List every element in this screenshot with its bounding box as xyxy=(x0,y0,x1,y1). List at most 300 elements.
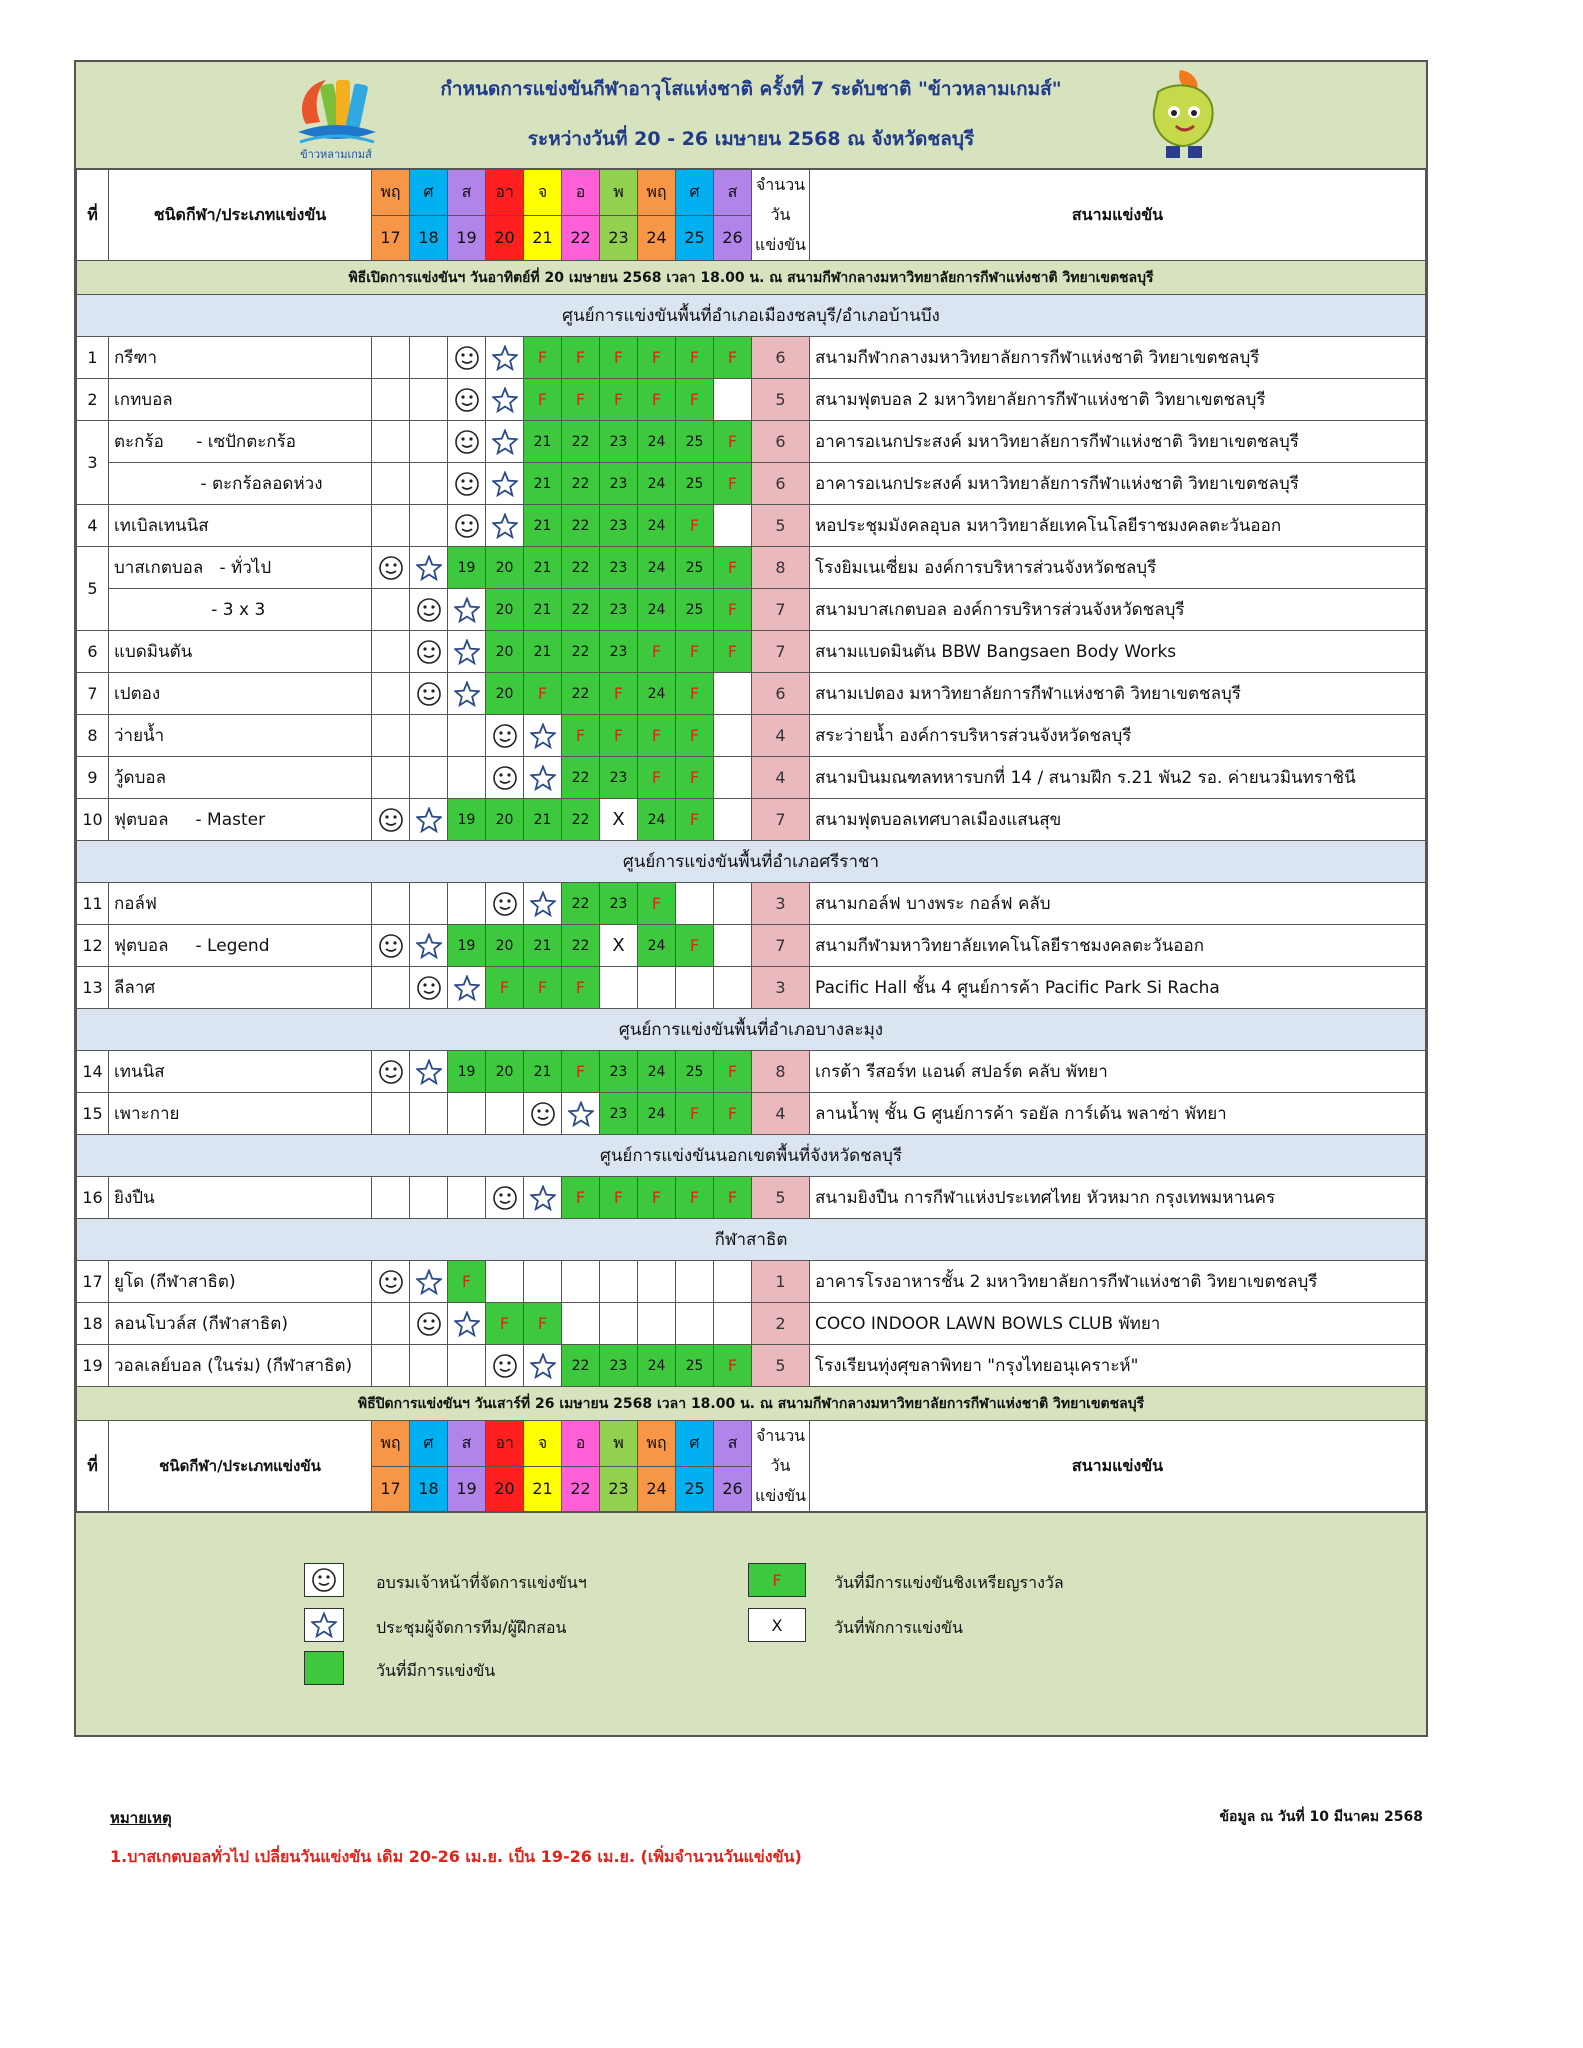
sport-name: เปตอง xyxy=(109,673,372,715)
legend-smile-box xyxy=(304,1563,344,1597)
final-day-cell: F xyxy=(562,1177,600,1219)
sport-name: เกทบอล xyxy=(109,379,372,421)
meeting-cell xyxy=(448,631,486,673)
competition-day-cell: 20 xyxy=(486,589,524,631)
table-row xyxy=(77,1303,1426,1345)
training-cell xyxy=(486,1177,524,1219)
section-row xyxy=(77,1009,1426,1051)
day-date: 20 xyxy=(486,1466,524,1512)
venue-name: สนามฟุตบอล 2 มหาวิทยาลัยการกีฬาแห่งชาติ วิทยาเขตชลบุรี xyxy=(810,379,1426,421)
final-day-cell: F xyxy=(676,799,714,841)
day-date: 17 xyxy=(372,215,410,261)
training-cell xyxy=(372,925,410,967)
final-day-cell: F xyxy=(676,715,714,757)
star-icon xyxy=(530,891,556,917)
final-day-cell: F xyxy=(714,1177,752,1219)
sport-name: - 3 x 3 xyxy=(109,589,372,631)
star-icon xyxy=(530,723,556,749)
row-number: 6 xyxy=(77,631,109,673)
meeting-cell xyxy=(486,379,524,421)
row-number: 3 xyxy=(77,421,109,505)
empty-cell xyxy=(600,1303,638,1345)
empty-cell xyxy=(410,463,448,505)
final-day-cell: F xyxy=(676,379,714,421)
final-day-cell: F xyxy=(714,1093,752,1135)
day-name: ส xyxy=(714,170,752,216)
meeting-cell xyxy=(486,505,524,547)
empty-cell xyxy=(638,967,676,1009)
legend-x-box: X xyxy=(748,1608,806,1642)
competition-day-cell: 22 xyxy=(562,757,600,799)
legend-star-box xyxy=(304,1608,344,1642)
competition-day-cell: 23 xyxy=(600,631,638,673)
empty-cell xyxy=(372,421,410,463)
venue-name: สนามบินมณฑลทหารบกที่ 14 / สนามฝึก ร.21 พัน2 รอ. ค่ายนวมินทราชินี xyxy=(810,757,1426,799)
empty-cell xyxy=(714,1303,752,1345)
final-day-cell: F xyxy=(676,757,714,799)
competition-day-cell: 22 xyxy=(562,673,600,715)
meeting-cell xyxy=(448,967,486,1009)
final-day-cell: F xyxy=(676,925,714,967)
competition-day-cell: 25 xyxy=(676,463,714,505)
day-name: ส xyxy=(448,1421,486,1467)
day-name: จ xyxy=(524,1421,562,1467)
day-count: 8 xyxy=(752,547,810,589)
empty-cell xyxy=(448,1177,486,1219)
row-number: 5 xyxy=(77,547,109,631)
star-icon xyxy=(416,555,442,581)
competition-day-cell: 24 xyxy=(638,547,676,589)
table-row xyxy=(77,715,1426,757)
final-day-cell: F xyxy=(676,631,714,673)
empty-cell xyxy=(524,1261,562,1303)
day-name: อา xyxy=(486,170,524,216)
row-number: 1 xyxy=(77,337,109,379)
closing-ceremony xyxy=(77,1387,1426,1421)
meeting-cell xyxy=(524,883,562,925)
final-day-cell: F xyxy=(600,673,638,715)
training-cell xyxy=(448,337,486,379)
header-count xyxy=(752,1421,810,1512)
empty-cell xyxy=(714,757,752,799)
day-date: 19 xyxy=(448,215,486,261)
day-name: อ xyxy=(562,170,600,216)
day-date: 18 xyxy=(410,215,448,261)
star-icon xyxy=(454,681,480,707)
competition-day-cell: 24 xyxy=(638,505,676,547)
sport-name: วู้ดบอล xyxy=(109,757,372,799)
venue-name: สนามยิงปืน การกีฬาแห่งประเทศไทย หัวหมาก กรุงเทพมหานคร xyxy=(810,1177,1426,1219)
empty-cell xyxy=(372,379,410,421)
venue-name: อาคารอเนกประสงค์ มหาวิทยาลัยการกีฬาแห่งชาติ วิทยาเขตชลบุรี xyxy=(810,421,1426,463)
venue-name: COCO INDOOR LAWN BOWLS CLUB พัทยา xyxy=(810,1303,1426,1345)
final-day-cell: F xyxy=(524,673,562,715)
row-number: 2 xyxy=(77,379,109,421)
final-day-cell: F xyxy=(562,715,600,757)
final-day-cell: F xyxy=(600,337,638,379)
note-item: 1.บาสเกตบอลทั่วไป เปลี่ยนวันแข่งขัน เดิม 20-26 เม.ย. เป็น 19-26 เม.ย. (เพิ่มจำนวนวันแข่งขัน) xyxy=(110,1847,802,1866)
star-icon xyxy=(492,471,518,497)
final-day-cell: F xyxy=(486,1303,524,1345)
final-day-cell: F xyxy=(638,883,676,925)
day-count: 4 xyxy=(752,1093,810,1135)
opening-ceremony-text: พิธีเปิดการแข่งขันฯ วันอาทิตย์ที่ 20 เมษายน 2568 เวลา 18.00 น. ณ สนามกีฬากลางมหาวิทยาลัยการกีฬาแห่งชาติ วิทยาเขตชลบุรี xyxy=(77,261,1426,295)
day-name: ส xyxy=(448,170,486,216)
table-row xyxy=(77,925,1426,967)
competition-day-cell: 23 xyxy=(600,505,638,547)
empty-cell xyxy=(372,505,410,547)
competition-day-cell: 25 xyxy=(676,1345,714,1387)
day-date: 18 xyxy=(410,1466,448,1512)
training-cell xyxy=(372,799,410,841)
competition-day-cell: 19 xyxy=(448,799,486,841)
competition-day-cell: 22 xyxy=(562,883,600,925)
count-header-line: วัน xyxy=(770,1456,791,1475)
meeting-cell xyxy=(524,1345,562,1387)
final-day-cell: F xyxy=(524,1303,562,1345)
day-date: 25 xyxy=(676,1466,714,1512)
row-number: 16 xyxy=(77,1177,109,1219)
competition-day-cell: 21 xyxy=(524,1051,562,1093)
day-name: ส xyxy=(714,1421,752,1467)
final-day-cell: F xyxy=(638,715,676,757)
empty-cell xyxy=(448,1093,486,1135)
star-icon xyxy=(530,765,556,791)
day-count: 6 xyxy=(752,673,810,715)
table-row xyxy=(77,631,1426,673)
training-cell xyxy=(486,757,524,799)
row-number: 14 xyxy=(77,1051,109,1093)
table-row xyxy=(77,1345,1426,1387)
empty-cell xyxy=(448,715,486,757)
day-name: พ xyxy=(600,170,638,216)
competition-day-cell: 23 xyxy=(600,883,638,925)
empty-cell xyxy=(714,925,752,967)
day-date: 24 xyxy=(638,1466,676,1512)
star-icon xyxy=(416,1269,442,1295)
empty-cell xyxy=(372,1345,410,1387)
venue-name: เกรต้า รีสอร์ท แอนด์ สปอร์ต คลับ พัทยา xyxy=(810,1051,1426,1093)
mascot-image xyxy=(1136,66,1236,164)
sport-name: เพาะกาย xyxy=(109,1093,372,1135)
legend-f-box: F xyxy=(748,1563,806,1597)
day-name: พ xyxy=(600,1421,638,1467)
star-icon xyxy=(530,1185,556,1211)
empty-cell xyxy=(410,883,448,925)
smiley-icon xyxy=(492,723,518,749)
day-date: 19 xyxy=(448,1466,486,1512)
sport-name: ลีลาศ xyxy=(109,967,372,1009)
table-row xyxy=(77,673,1426,715)
day-name: พฤ xyxy=(372,1421,410,1467)
section-title: ศูนย์การแข่งขันพื้นที่อำเภอเมืองชลบุรี/อำเภอบ้านบึง xyxy=(77,295,1426,337)
star-icon xyxy=(454,597,480,623)
empty-cell xyxy=(410,1093,448,1135)
final-day-cell: F xyxy=(714,337,752,379)
empty-cell xyxy=(676,967,714,1009)
competition-day-cell: 23 xyxy=(600,547,638,589)
competition-day-cell: 22 xyxy=(562,799,600,841)
table-row xyxy=(77,547,1426,589)
final-day-cell: F xyxy=(448,1261,486,1303)
competition-day-cell: 20 xyxy=(486,799,524,841)
day-count: 4 xyxy=(752,715,810,757)
header-no: ที่ xyxy=(77,1421,109,1512)
final-day-cell: F xyxy=(676,1093,714,1135)
rest-day-cell: X xyxy=(600,925,638,967)
day-name: อ xyxy=(562,1421,600,1467)
training-cell xyxy=(448,421,486,463)
meeting-cell xyxy=(448,589,486,631)
training-cell xyxy=(372,1051,410,1093)
count-header-line: แข่งขัน xyxy=(755,235,806,254)
smiley-icon xyxy=(530,1101,556,1127)
venue-name: ลานน้ำพุ ชั้น G ศูนย์การค้า รอยัล การ์เด้น พลาซ่า พัทยา xyxy=(810,1093,1426,1135)
competition-day-cell: 23 xyxy=(600,421,638,463)
section-row xyxy=(77,1135,1426,1177)
competition-day-cell: 23 xyxy=(600,1345,638,1387)
row-number: 10 xyxy=(77,799,109,841)
day-date: 25 xyxy=(676,215,714,261)
sport-name: กรีฑา xyxy=(109,337,372,379)
day-name: อา xyxy=(486,1421,524,1467)
smiley-icon xyxy=(378,807,404,833)
smiley-icon xyxy=(454,471,480,497)
competition-day-cell: 22 xyxy=(562,1345,600,1387)
empty-cell xyxy=(410,715,448,757)
competition-day-cell: 22 xyxy=(562,505,600,547)
star-icon xyxy=(416,1059,442,1085)
competition-day-cell: 22 xyxy=(562,463,600,505)
competition-day-cell: 21 xyxy=(524,463,562,505)
star-icon xyxy=(454,1311,480,1337)
competition-day-cell: 22 xyxy=(562,631,600,673)
table-row xyxy=(77,1093,1426,1135)
table-row xyxy=(77,505,1426,547)
training-cell xyxy=(410,967,448,1009)
section-title: ศูนย์การแข่งขันพื้นที่อำเภอบางละมุง xyxy=(77,1009,1426,1051)
day-count: 7 xyxy=(752,589,810,631)
final-day-cell: F xyxy=(562,1051,600,1093)
empty-cell xyxy=(372,631,410,673)
final-day-cell: F xyxy=(524,967,562,1009)
empty-cell xyxy=(372,757,410,799)
smiley-icon xyxy=(492,1353,518,1379)
day-name: จ xyxy=(524,170,562,216)
meeting-cell xyxy=(486,337,524,379)
venue-name: อาคารโรงอาหารชั้น 2 มหาวิทยาลัยการกีฬาแห่งชาติ วิทยาเขตชลบุรี xyxy=(810,1261,1426,1303)
count-header-line: วัน xyxy=(770,205,791,224)
competition-day-cell: 21 xyxy=(524,505,562,547)
table-row xyxy=(77,1051,1426,1093)
sport-name: ยิงปืน xyxy=(109,1177,372,1219)
table-row xyxy=(77,379,1426,421)
row-number: 8 xyxy=(77,715,109,757)
sport-name: ว่ายน้ำ xyxy=(109,715,372,757)
day-count: 4 xyxy=(752,757,810,799)
section-row xyxy=(77,841,1426,883)
smiley-icon xyxy=(416,975,442,1001)
smiley-icon xyxy=(416,639,442,665)
final-day-cell: F xyxy=(638,631,676,673)
table-row xyxy=(77,589,1426,631)
empty-cell xyxy=(372,337,410,379)
legend-green-label: วันที่มีการแข่งขัน xyxy=(376,1661,496,1680)
final-day-cell: F xyxy=(714,463,752,505)
rest-day-cell: X xyxy=(600,799,638,841)
count-header-line: จำนวน xyxy=(755,1426,806,1445)
empty-cell xyxy=(410,379,448,421)
day-count: 1 xyxy=(752,1261,810,1303)
legend-green-box xyxy=(304,1651,344,1685)
star-icon xyxy=(454,639,480,665)
table-row xyxy=(77,757,1426,799)
sheet-header xyxy=(76,62,1426,169)
empty-cell xyxy=(448,883,486,925)
training-cell xyxy=(410,673,448,715)
legend-x-label: วันที่พักการแข่งขัน xyxy=(834,1618,963,1637)
day-name: พฤ xyxy=(638,170,676,216)
row-number: 15 xyxy=(77,1093,109,1135)
smiley-icon xyxy=(416,597,442,623)
empty-cell xyxy=(714,967,752,1009)
day-count: 6 xyxy=(752,421,810,463)
sport-name: ยูโด (กีฬาสาธิต) xyxy=(109,1261,372,1303)
competition-day-cell: 25 xyxy=(676,1051,714,1093)
table-row xyxy=(77,337,1426,379)
section-title: ศูนย์การแข่งขันนอกเขตพื้นที่จังหวัดชลบุรี xyxy=(77,1135,1426,1177)
training-cell xyxy=(448,463,486,505)
day-date: 23 xyxy=(600,215,638,261)
empty-cell xyxy=(600,1261,638,1303)
schedule-title: กำหนดการแข่งขันกีฬาอาวุโสแห่งชาติ ครั้งที่ 7 ระดับชาติ "ข้าวหลามเกมส์" xyxy=(440,78,1062,100)
day-date: 20 xyxy=(486,215,524,261)
row-number: 13 xyxy=(77,967,109,1009)
final-day-cell: F xyxy=(676,337,714,379)
competition-day-cell: 23 xyxy=(600,1093,638,1135)
final-day-cell: F xyxy=(486,967,524,1009)
smiley-icon xyxy=(378,1059,404,1085)
smiley-icon xyxy=(416,681,442,707)
empty-cell xyxy=(486,1093,524,1135)
competition-day-cell: 23 xyxy=(600,463,638,505)
empty-cell xyxy=(638,1261,676,1303)
day-count: 5 xyxy=(752,379,810,421)
competition-day-cell: 24 xyxy=(638,589,676,631)
competition-day-cell: 24 xyxy=(638,1051,676,1093)
section-title: ศูนย์การแข่งขันพื้นที่อำเภอศรีราชา xyxy=(77,841,1426,883)
empty-cell xyxy=(714,715,752,757)
competition-day-cell: 21 xyxy=(524,925,562,967)
empty-cell xyxy=(714,379,752,421)
day-date: 24 xyxy=(638,215,676,261)
smiley-icon xyxy=(378,1269,404,1295)
training-cell xyxy=(410,631,448,673)
star-icon xyxy=(416,807,442,833)
day-date: 21 xyxy=(524,215,562,261)
meeting-cell xyxy=(410,1261,448,1303)
star-icon xyxy=(492,345,518,371)
empty-cell xyxy=(410,421,448,463)
final-day-cell: F xyxy=(638,1177,676,1219)
meeting-cell xyxy=(562,1093,600,1135)
day-name: ศ xyxy=(410,1421,448,1467)
row-number: 4 xyxy=(77,505,109,547)
row-number: 19 xyxy=(77,1345,109,1387)
competition-day-cell: 20 xyxy=(486,547,524,589)
star-icon xyxy=(416,933,442,959)
footer-header-row xyxy=(77,1421,1426,1467)
empty-cell xyxy=(410,505,448,547)
competition-day-cell: 20 xyxy=(486,1051,524,1093)
meeting-cell xyxy=(486,421,524,463)
competition-day-cell: 24 xyxy=(638,421,676,463)
sport-name: ตะกร้อ - เซปักตะกร้อ xyxy=(109,421,372,463)
smiley-icon xyxy=(454,429,480,455)
smiley-icon xyxy=(454,345,480,371)
competition-day-cell: 21 xyxy=(524,799,562,841)
training-cell xyxy=(486,715,524,757)
day-date: 21 xyxy=(524,1466,562,1512)
training-cell xyxy=(410,589,448,631)
header-no: ที่ xyxy=(77,170,109,261)
smiley-icon xyxy=(378,555,404,581)
sport-name: เทเบิลเทนนิส xyxy=(109,505,372,547)
row-number: 17 xyxy=(77,1261,109,1303)
meeting-cell xyxy=(410,925,448,967)
header-count xyxy=(752,170,810,261)
header-sport: ชนิดกีฬา/ประเภทแข่งขัน xyxy=(109,170,372,261)
empty-cell xyxy=(372,1303,410,1345)
competition-day-cell: 20 xyxy=(486,673,524,715)
day-count: 3 xyxy=(752,883,810,925)
legend-f-label: วันที่มีการแข่งขันชิงเหรียญรางวัล xyxy=(834,1573,1064,1592)
competition-day-cell: 25 xyxy=(676,547,714,589)
day-date: 22 xyxy=(562,1466,600,1512)
meeting-cell xyxy=(524,757,562,799)
meeting-cell xyxy=(524,1177,562,1219)
empty-cell xyxy=(676,1303,714,1345)
final-day-cell: F xyxy=(638,337,676,379)
venue-name: สนามแบดมินตัน BBW Bangsaen Body Works xyxy=(810,631,1426,673)
meeting-cell xyxy=(486,463,524,505)
row-number: 7 xyxy=(77,673,109,715)
meeting-cell xyxy=(448,1303,486,1345)
empty-cell xyxy=(486,1261,524,1303)
empty-cell xyxy=(372,1177,410,1219)
count-header-line: จำนวน xyxy=(755,175,806,194)
day-name: ศ xyxy=(676,1421,714,1467)
competition-day-cell: 25 xyxy=(676,589,714,631)
opening-ceremony xyxy=(77,261,1426,295)
final-day-cell: F xyxy=(524,379,562,421)
smiley-icon xyxy=(454,513,480,539)
final-day-cell: F xyxy=(676,1177,714,1219)
training-cell xyxy=(524,1093,562,1135)
final-day-cell: F xyxy=(562,379,600,421)
competition-day-cell: 24 xyxy=(638,1093,676,1135)
section-row xyxy=(77,1219,1426,1261)
smiley-icon xyxy=(378,933,404,959)
sport-name: กอล์ฟ xyxy=(109,883,372,925)
competition-day-cell: 24 xyxy=(638,799,676,841)
empty-cell xyxy=(714,883,752,925)
final-day-cell: F xyxy=(638,757,676,799)
day-date: 17 xyxy=(372,1466,410,1512)
star-icon xyxy=(492,513,518,539)
final-day-cell: F xyxy=(600,379,638,421)
empty-cell xyxy=(410,757,448,799)
